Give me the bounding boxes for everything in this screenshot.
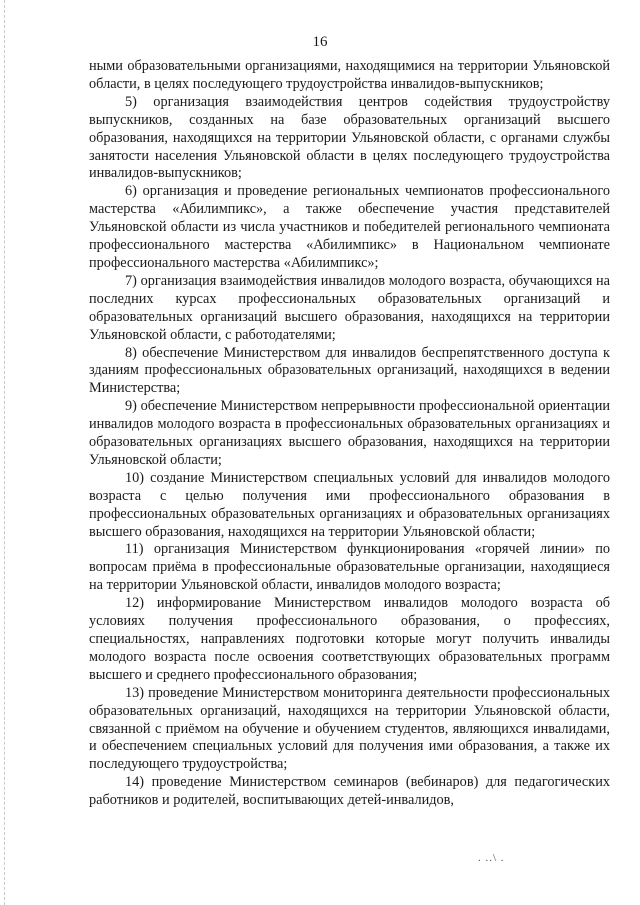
paragraph-item-13: 13) проведение Министерством мониторинга деятельности профессиональных образовательных организаций, находящихся на территории Ульяновской области, связанной с приёмом на обучение и обучением студентов, являющихся инвалидами, и обеспечением специальных условий для получения ими образования, а также их последующего трудоустройства;: [89, 684, 610, 773]
paragraph-item-14: 14) проведение Министерством семинаров (вебинаров) для педагогических работников и родителей, воспитывающих детей-инвалидов,: [89, 774, 610, 809]
paragraph-item-7: 7) организация взаимодействия инвалидов молодого возраста, обучающихся на последних курсах профессиональных образовательных организаций и образовательных организаций высшего образования, находящихся на территории Ульяновской области, с работодателями;: [89, 272, 610, 343]
paragraph-item-6: 6) организация и проведение региональных чемпионатов профессионального мастерства «Абилимпикс», а также обеспечение участия представителей Ульяновской области из числа участников и победителей регионального чемпионата профессионального мастерства «Абилимпикс» в Национальном чемпионате профессионального мастерства «Абилимпикс»;: [89, 183, 610, 271]
paragraph-item-8: 8) обеспечение Министерством для инвалидов беспрепятственного доступа к зданиям профессиональных образовательных организаций, находящихся в ведении Министерства;: [89, 344, 610, 397]
document-body: [89, 58, 610, 810]
page-edge: [4, 0, 5, 905]
paragraph-item-10: 10) создание Министерством специальных условий для инвалидов молодого возраста с целью получения ими профессионального образования в профессиональных образовательных организациях и образовательных организациях высшего образования, находящихся на территории Ульяновской области;: [89, 469, 610, 540]
paragraph-item-12: 12) информирование Министерством инвалидов молодого возраста об условиях получения профессионального образования, о профессиях, специальностях, направлениях подготовки которые могут получить инвалиды молодого возраста после освоения соответствующих образовательных программ высшего и среднего профессионального образования;: [89, 595, 610, 683]
margin-mark: . ..\ .: [478, 852, 505, 864]
page-number: 16: [312, 34, 328, 50]
paragraph-item-9: 9) обеспечение Министерством непрерывности профессиональной ориентации инвалидов молодого возраста в профессиональных образовательных организациях и образовательных организациях высшего образования, находящихся на территории Ульяновской области;: [89, 398, 610, 468]
paragraph-item-5: 5) организация взаимодействия центров содействия трудоустройству выпускников, созданных на базе образовательных организаций высшего образования, находящихся на территории Ульяновской области, с органами службы занятости населения Ульяновской области в целях последующего трудоустройства инвалидов-выпускников;: [89, 93, 610, 182]
paragraph-item-11: 11) организация Министерством функционирования «горячей линии» по вопросам приёма в профессиональные образовательные организации, находящиеся на территории Ульяновской области, инвалидов молодого возраста;: [89, 541, 610, 594]
paragraph-continuation: ными образовательными организациями, находящимися на территории Ульяновской области, в целях последующего трудоустройства инвалидов-выпускников;: [89, 58, 610, 92]
